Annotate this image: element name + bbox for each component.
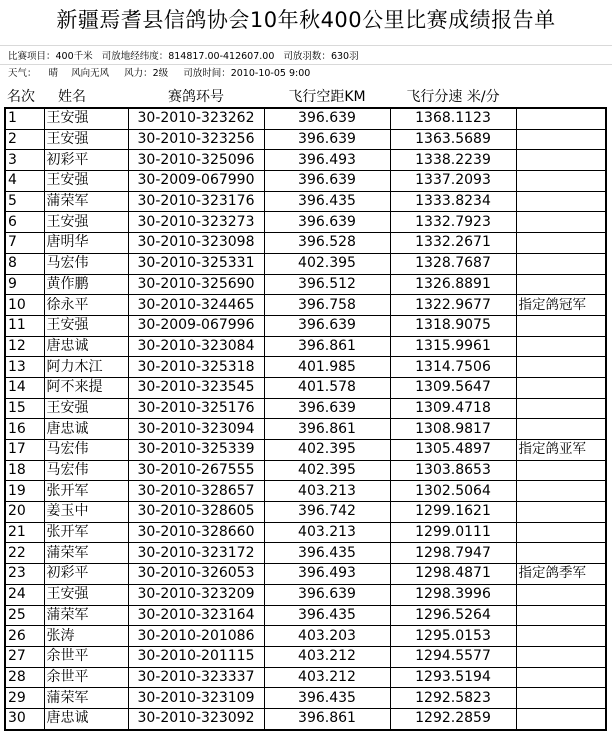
note-cell (516, 688, 606, 709)
ring-number-cell: 30-2010-328657 (128, 481, 264, 502)
rank-cell: 2 (5, 129, 44, 150)
table-row (5, 626, 606, 647)
ring-number-cell: 30-2010-323256 (128, 129, 264, 150)
speed-cell: 1338.2239 (390, 150, 516, 171)
name-cell: 初彩平 (44, 150, 128, 171)
rank-cell: 12 (5, 336, 44, 357)
table-row (5, 481, 606, 502)
table-row (5, 295, 606, 316)
distance-cell: 396.758 (264, 295, 390, 316)
ring-number-cell: 30-2010-323209 (128, 584, 264, 605)
table-row (5, 564, 606, 585)
ring-number-cell: 30-2010-323092 (128, 708, 264, 729)
table-row (5, 708, 606, 729)
table-row (5, 440, 606, 461)
table-row (5, 171, 606, 192)
ring-number-cell: 30-2010-325690 (128, 274, 264, 295)
distance-cell: 396.639 (264, 398, 390, 419)
table-row (5, 253, 606, 274)
rank-cell: 13 (5, 357, 44, 378)
distance-cell: 396.639 (264, 584, 390, 605)
project-value: 400千米 (55, 51, 93, 62)
table-row (5, 543, 606, 564)
table-row (5, 584, 606, 605)
speed-cell: 1305.4897 (390, 440, 516, 461)
rank-cell: 1 (5, 108, 44, 129)
rank-cell: 30 (5, 708, 44, 729)
table-row (5, 646, 606, 667)
ring-number-cell: 30-2010-323084 (128, 336, 264, 357)
ring-number-cell: 30-2010-201086 (128, 626, 264, 647)
ring-number-cell: 30-2009-067996 (128, 315, 264, 336)
table-row (5, 274, 606, 295)
note-cell (516, 108, 606, 129)
note-cell (516, 191, 606, 212)
speed-cell: 1368.1123 (390, 108, 516, 129)
table-row (5, 522, 606, 543)
note-cell (516, 253, 606, 274)
speed-cell: 1308.9817 (390, 419, 516, 440)
table-row (5, 212, 606, 233)
speed-cell: 1318.9075 (390, 315, 516, 336)
note-cell (516, 708, 606, 729)
rank-cell: 27 (5, 646, 44, 667)
header-distance: 飞行空距KM (288, 88, 366, 105)
distance-cell: 396.512 (264, 274, 390, 295)
distance-cell: 396.639 (264, 108, 390, 129)
distance-cell: 396.639 (264, 171, 390, 192)
count-label: 司放羽数： (283, 51, 331, 62)
rank-cell: 28 (5, 667, 44, 688)
note-cell (516, 419, 606, 440)
header-ring-number: 赛鸽环号 (168, 88, 224, 105)
header-name: 姓名 (58, 88, 86, 105)
speed-cell: 1363.5689 (390, 129, 516, 150)
distance-cell: 403.212 (264, 667, 390, 688)
divider (0, 45, 612, 46)
ring-number-cell: 30-2010-323545 (128, 377, 264, 398)
ring-number-cell: 30-2010-323109 (128, 688, 264, 709)
distance-cell: 396.861 (264, 708, 390, 729)
release-time-label: 司放时间： (183, 68, 231, 79)
name-cell: 蒲荣军 (44, 688, 128, 709)
count-value: 630羽 (330, 51, 359, 62)
note-cell (516, 150, 606, 171)
rank-cell: 24 (5, 584, 44, 605)
distance-cell: 403.213 (264, 481, 390, 502)
speed-cell: 1322.9677 (390, 295, 516, 316)
name-cell: 蒲荣军 (44, 191, 128, 212)
ring-number-cell: 30-2009-067990 (128, 171, 264, 192)
rank-cell: 29 (5, 688, 44, 709)
note-cell (516, 357, 606, 378)
speed-cell: 1309.4718 (390, 398, 516, 419)
note-cell (516, 460, 606, 481)
wind-force-value: 2级 (152, 68, 169, 79)
name-cell: 马宏伟 (44, 253, 128, 274)
rank-cell: 17 (5, 440, 44, 461)
name-cell: 余世平 (44, 646, 128, 667)
name-cell: 马宏伟 (44, 440, 128, 461)
name-cell: 余世平 (44, 667, 128, 688)
speed-cell: 1332.7923 (390, 212, 516, 233)
rank-cell: 9 (5, 274, 44, 295)
table-row (5, 357, 606, 378)
note-cell: 指定鸽季军 (516, 564, 606, 585)
weather-value: 晴 (48, 68, 59, 79)
distance-cell: 396.861 (264, 336, 390, 357)
distance-cell: 401.578 (264, 377, 390, 398)
distance-cell: 396.639 (264, 315, 390, 336)
ring-number-cell: 30-2010-324465 (128, 295, 264, 316)
table-row (5, 398, 606, 419)
distance-cell: 396.861 (264, 419, 390, 440)
ring-number-cell: 30-2010-323172 (128, 543, 264, 564)
note-cell (516, 377, 606, 398)
name-cell: 唐忠诚 (44, 419, 128, 440)
name-cell: 王安强 (44, 108, 128, 129)
note-cell (516, 171, 606, 192)
speed-cell: 1292.5823 (390, 688, 516, 709)
distance-cell: 402.395 (264, 460, 390, 481)
distance-cell: 396.742 (264, 502, 390, 523)
name-cell: 黄作鹏 (44, 274, 128, 295)
note-cell (516, 336, 606, 357)
ring-number-cell: 30-2010-328660 (128, 522, 264, 543)
note-cell (516, 233, 606, 254)
table-row (5, 129, 606, 150)
name-cell: 张开军 (44, 481, 128, 502)
ring-number-cell: 30-2010-267555 (128, 460, 264, 481)
table-row (5, 605, 606, 626)
name-cell: 王安强 (44, 584, 128, 605)
distance-cell: 403.203 (264, 626, 390, 647)
name-cell: 唐忠诚 (44, 708, 128, 729)
rank-cell: 7 (5, 233, 44, 254)
ring-number-cell: 30-2010-325339 (128, 440, 264, 461)
coords-value: 814817.00-412607.00 (168, 51, 275, 62)
ring-number-cell: 30-2010-325176 (128, 398, 264, 419)
note-cell (516, 543, 606, 564)
speed-cell: 1294.5577 (390, 646, 516, 667)
ring-number-cell: 30-2010-323273 (128, 212, 264, 233)
ring-number-cell: 30-2010-201115 (128, 646, 264, 667)
rank-cell: 25 (5, 605, 44, 626)
note-cell (516, 274, 606, 295)
results-table (4, 87, 607, 731)
name-cell: 姜玉中 (44, 502, 128, 523)
rank-cell: 22 (5, 543, 44, 564)
name-cell: 马宏伟 (44, 460, 128, 481)
distance-cell: 396.435 (264, 688, 390, 709)
note-cell (516, 481, 606, 502)
name-cell: 蒲荣军 (44, 543, 128, 564)
speed-cell: 1295.0153 (390, 626, 516, 647)
project-label: 比赛项目： (8, 51, 56, 62)
ring-number-cell: 30-2010-328605 (128, 502, 264, 523)
rank-cell: 11 (5, 315, 44, 336)
distance-cell: 403.213 (264, 522, 390, 543)
table-row (5, 688, 606, 709)
ring-number-cell: 30-2010-323098 (128, 233, 264, 254)
table-header-row (5, 87, 606, 108)
distance-cell: 396.435 (264, 191, 390, 212)
distance-cell: 396.493 (264, 150, 390, 171)
note-cell (516, 605, 606, 626)
speed-cell: 1314.7506 (390, 357, 516, 378)
speed-cell: 1303.8653 (390, 460, 516, 481)
header-rank: 名次 (7, 88, 35, 105)
distance-cell: 401.985 (264, 357, 390, 378)
rank-cell: 14 (5, 377, 44, 398)
name-cell: 王安强 (44, 171, 128, 192)
table-row (5, 108, 606, 129)
weather-label: 天气： (8, 68, 37, 79)
table-row (5, 336, 606, 357)
speed-cell: 1333.8234 (390, 191, 516, 212)
distance-cell: 402.395 (264, 440, 390, 461)
distance-cell: 402.395 (264, 253, 390, 274)
distance-cell: 396.639 (264, 212, 390, 233)
table-row (5, 191, 606, 212)
name-cell: 张开军 (44, 522, 128, 543)
rank-cell: 8 (5, 253, 44, 274)
note-cell (516, 646, 606, 667)
speed-cell: 1296.5264 (390, 605, 516, 626)
rank-cell: 21 (5, 522, 44, 543)
race-info-line (8, 50, 365, 64)
speed-cell: 1299.0111 (390, 522, 516, 543)
name-cell: 蒲荣军 (44, 605, 128, 626)
note-cell: 指定鸽冠军 (516, 295, 606, 316)
table-row (5, 150, 606, 171)
table-row (5, 377, 606, 398)
weather-info-line (8, 67, 316, 81)
distance-cell: 403.212 (264, 646, 390, 667)
rank-cell: 26 (5, 626, 44, 647)
speed-cell: 1326.8891 (390, 274, 516, 295)
speed-cell: 1292.2859 (390, 708, 516, 729)
name-cell: 徐永平 (44, 295, 128, 316)
header-note (516, 87, 606, 108)
note-cell: 指定鸽亚军 (516, 440, 606, 461)
wind-direction: 风向无风 (71, 68, 110, 79)
rank-cell: 19 (5, 481, 44, 502)
note-cell (516, 129, 606, 150)
table-row (5, 460, 606, 481)
name-cell: 张涛 (44, 626, 128, 647)
name-cell: 初彩平 (44, 564, 128, 585)
rank-cell: 3 (5, 150, 44, 171)
rank-cell: 4 (5, 171, 44, 192)
speed-cell: 1298.3996 (390, 584, 516, 605)
distance-cell: 396.435 (264, 605, 390, 626)
name-cell: 阿不来提 (44, 377, 128, 398)
table-row (5, 233, 606, 254)
ring-number-cell: 30-2010-325096 (128, 150, 264, 171)
note-cell (516, 315, 606, 336)
name-cell: 阿力木江 (44, 357, 128, 378)
report-title: 新疆焉耆县信鸽协会10年秋400公里比赛成绩报告单 (56, 8, 556, 32)
name-cell: 唐明华 (44, 233, 128, 254)
ring-number-cell: 30-2010-323337 (128, 667, 264, 688)
speed-cell: 1332.2671 (390, 233, 516, 254)
rank-cell: 6 (5, 212, 44, 233)
distance-cell: 396.493 (264, 564, 390, 585)
speed-cell: 1315.9961 (390, 336, 516, 357)
ring-number-cell: 30-2010-325318 (128, 357, 264, 378)
ring-number-cell: 30-2010-323176 (128, 191, 264, 212)
speed-cell: 1299.1621 (390, 502, 516, 523)
ring-number-cell: 30-2010-323262 (128, 108, 264, 129)
name-cell: 王安强 (44, 315, 128, 336)
distance-cell: 396.435 (264, 543, 390, 564)
ring-number-cell: 30-2010-323164 (128, 605, 264, 626)
table-row (5, 502, 606, 523)
note-cell (516, 398, 606, 419)
name-cell: 王安强 (44, 212, 128, 233)
speed-cell: 1309.5647 (390, 377, 516, 398)
rank-cell: 16 (5, 419, 44, 440)
rank-cell: 10 (5, 295, 44, 316)
header-speed: 飞行分速 米/分 (406, 88, 500, 105)
distance-cell: 396.528 (264, 233, 390, 254)
table-row (5, 315, 606, 336)
speed-cell: 1337.2093 (390, 171, 516, 192)
name-cell: 王安强 (44, 129, 128, 150)
note-cell (516, 502, 606, 523)
rank-cell: 15 (5, 398, 44, 419)
name-cell: 王安强 (44, 398, 128, 419)
rank-cell: 20 (5, 502, 44, 523)
speed-cell: 1302.5064 (390, 481, 516, 502)
release-time-value: 2010-10-05 9:00 (230, 68, 311, 79)
speed-cell: 1328.7687 (390, 253, 516, 274)
note-cell (516, 584, 606, 605)
divider (0, 64, 612, 65)
speed-cell: 1293.5194 (390, 667, 516, 688)
name-cell: 唐忠诚 (44, 336, 128, 357)
note-cell (516, 626, 606, 647)
coords-label: 司放地经纬度： (101, 51, 169, 62)
table-row (5, 419, 606, 440)
rank-cell: 18 (5, 460, 44, 481)
wind-force-label: 风力： (124, 68, 153, 79)
distance-cell: 396.639 (264, 129, 390, 150)
speed-cell: 1298.4871 (390, 564, 516, 585)
rank-cell: 23 (5, 564, 44, 585)
note-cell (516, 212, 606, 233)
ring-number-cell: 30-2010-325331 (128, 253, 264, 274)
ring-number-cell: 30-2010-326053 (128, 564, 264, 585)
ring-number-cell: 30-2010-323094 (128, 419, 264, 440)
rank-cell: 5 (5, 191, 44, 212)
note-cell (516, 522, 606, 543)
speed-cell: 1298.7947 (390, 543, 516, 564)
